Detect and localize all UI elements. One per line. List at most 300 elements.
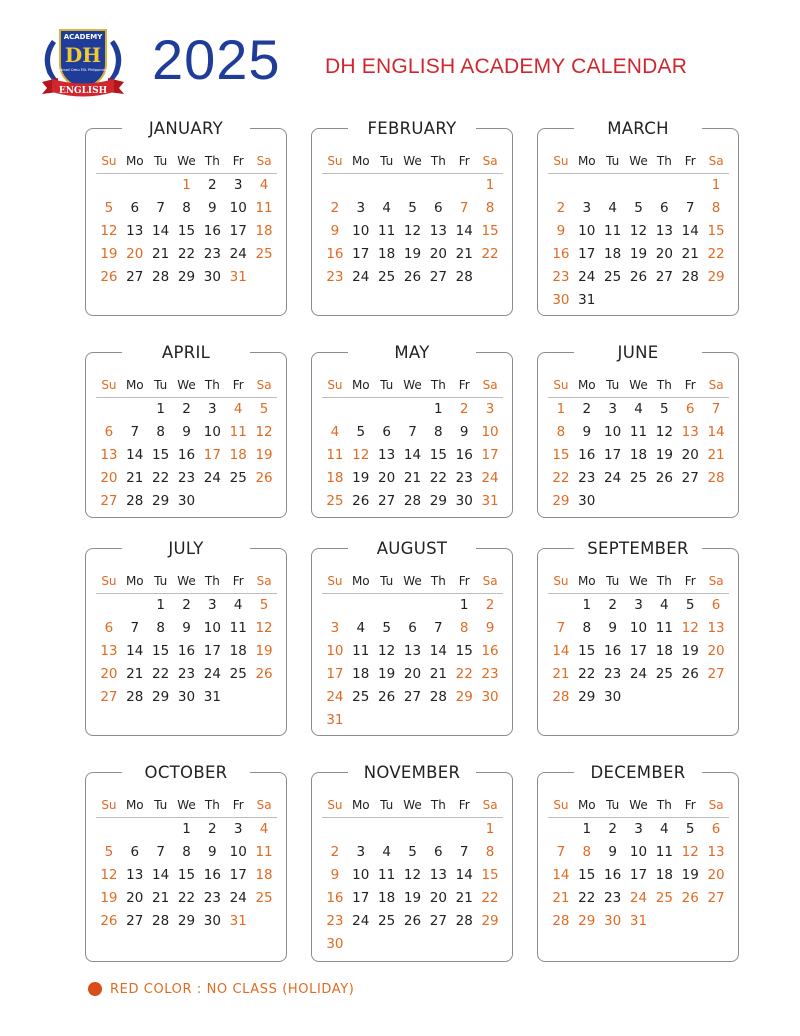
- weekday-label: Tu: [380, 574, 394, 588]
- month-name: OCTOBER: [122, 760, 250, 786]
- day-cell: 9: [330, 223, 340, 239]
- day-cell: 23: [552, 269, 570, 285]
- day-cell: 21: [707, 447, 725, 463]
- day-cell: 14: [429, 643, 447, 659]
- weekday-label: Su: [553, 798, 569, 812]
- day-cell: 14: [152, 223, 170, 239]
- day-cell: 8: [485, 200, 495, 216]
- day-cell: 29: [578, 913, 596, 929]
- weekday-label: We: [177, 154, 196, 168]
- day-cell: 11: [378, 223, 396, 239]
- weekday-label: We: [177, 798, 196, 812]
- weekday-label: Sa: [708, 378, 724, 392]
- day-cell: 6: [130, 200, 140, 216]
- weekday-label: Tu: [380, 154, 394, 168]
- empty-cell: [148, 174, 174, 197]
- day-cell: 25: [655, 890, 673, 906]
- day-cell: 25: [378, 269, 396, 285]
- day-cell: 8: [182, 200, 191, 216]
- day-cell: 6: [408, 620, 417, 636]
- day-cell: 26: [378, 689, 396, 705]
- day-cell: 12: [100, 867, 118, 883]
- day-cell: 24: [481, 470, 499, 486]
- day-cell: 9: [582, 424, 592, 440]
- day-cell: 29: [177, 913, 196, 929]
- weekday-label: Th: [204, 574, 220, 588]
- empty-cell: [348, 174, 374, 197]
- day-cell: 3: [356, 844, 366, 860]
- day-cell: 12: [403, 223, 422, 239]
- day-cell: 22: [152, 666, 170, 682]
- weekday-header: [548, 151, 729, 174]
- day-grid: [548, 594, 729, 709]
- empty-cell: [374, 818, 400, 841]
- weekday-label: Th: [430, 378, 446, 392]
- svg-text:ENGLISH: ENGLISH: [58, 86, 108, 96]
- day-cell: 30: [604, 689, 622, 705]
- day-cell: 11: [229, 620, 247, 636]
- day-cell: 22: [481, 246, 499, 262]
- day-cell: 19: [655, 447, 673, 463]
- weekday-header: [548, 571, 729, 594]
- day-cell: 6: [711, 821, 721, 837]
- day-cell: 27: [403, 689, 422, 705]
- day-cell: 22: [455, 666, 473, 682]
- academy-logo: [38, 22, 128, 102]
- weekday-label: Tu: [606, 378, 620, 392]
- day-cell: 26: [403, 913, 422, 929]
- day-cell: 10: [326, 643, 344, 659]
- day-cell: 18: [255, 867, 273, 883]
- day-cell: 19: [403, 246, 422, 262]
- day-cell: 5: [259, 401, 269, 417]
- weekday-label: Fr: [458, 378, 470, 392]
- month-may: [311, 343, 513, 518]
- day-cell: 13: [429, 223, 447, 239]
- day-cell: 8: [711, 200, 721, 216]
- day-cell: 20: [429, 246, 447, 262]
- day-cell: 5: [382, 620, 391, 636]
- day-cell: 6: [434, 200, 443, 216]
- day-cell: 1: [434, 401, 443, 417]
- day-cell: 8: [582, 844, 592, 860]
- day-cell: 7: [156, 844, 165, 860]
- day-cell: 14: [455, 867, 473, 883]
- day-cell: 30: [578, 493, 596, 509]
- day-cell: 18: [629, 447, 648, 463]
- day-cell: 8: [459, 620, 469, 636]
- empty-cell: [348, 818, 374, 841]
- day-cell: 5: [104, 844, 114, 860]
- day-cell: 5: [104, 200, 114, 216]
- day-cell: 14: [552, 643, 570, 659]
- day-cell: 7: [434, 620, 443, 636]
- day-cell: 27: [707, 890, 725, 906]
- day-cell: 7: [408, 424, 417, 440]
- day-cell: 21: [126, 470, 144, 486]
- calendar-title: DH ENGLISH ACADEMY CALENDAR: [325, 55, 688, 78]
- weekday-label: Mo: [577, 378, 596, 392]
- month-name: DECEMBER: [574, 760, 702, 786]
- day-cell: 26: [255, 470, 273, 486]
- day-cell: 18: [229, 447, 247, 463]
- day-cell: 29: [152, 493, 170, 509]
- day-cell: 20: [429, 890, 447, 906]
- day-cell: 20: [100, 470, 118, 486]
- weekday-label: Th: [430, 798, 446, 812]
- day-cell: 31: [326, 712, 344, 728]
- day-cell: 17: [203, 643, 221, 659]
- weekday-label: Tu: [606, 574, 620, 588]
- day-cell: 2: [459, 401, 469, 417]
- day-cell: 8: [556, 424, 566, 440]
- day-cell: 17: [229, 223, 247, 239]
- day-cell: 15: [152, 447, 170, 463]
- day-cell: 1: [182, 177, 191, 193]
- day-cell: 31: [229, 269, 247, 285]
- empty-cell: [400, 398, 426, 421]
- day-cell: 28: [455, 269, 473, 285]
- empty-cell: [96, 818, 122, 841]
- day-cell: 17: [604, 447, 622, 463]
- day-cell: 18: [255, 223, 273, 239]
- day-cell: 17: [203, 447, 221, 463]
- day-cell: 17: [629, 643, 648, 659]
- day-cell: 12: [255, 620, 273, 636]
- day-cell: 16: [552, 246, 570, 262]
- day-grid: [96, 594, 277, 709]
- day-cell: 23: [578, 470, 596, 486]
- month-name: NOVEMBER: [348, 760, 476, 786]
- day-cell: 26: [352, 493, 370, 509]
- weekday-label: Th: [656, 574, 672, 588]
- day-grid: [322, 818, 503, 956]
- month-name: SEPTEMBER: [574, 536, 702, 562]
- day-cell: 11: [352, 643, 370, 659]
- day-cell: 13: [707, 620, 725, 636]
- day-cell: 29: [429, 493, 447, 509]
- holiday-color-dot: [88, 982, 102, 996]
- day-cell: 22: [578, 666, 596, 682]
- weekday-label: Mo: [351, 378, 370, 392]
- day-cell: 20: [378, 470, 396, 486]
- day-cell: 12: [352, 447, 370, 463]
- weekday-label: Su: [327, 154, 343, 168]
- day-cell: 1: [485, 177, 495, 193]
- day-cell: 23: [326, 269, 344, 285]
- day-cell: 2: [330, 200, 340, 216]
- weekday-label: Su: [101, 574, 117, 588]
- empty-cell: [322, 174, 348, 197]
- day-cell: 4: [608, 200, 617, 216]
- day-cell: 22: [177, 246, 196, 262]
- day-grid: [96, 818, 277, 933]
- day-cell: 16: [177, 447, 196, 463]
- day-cell: 9: [208, 844, 217, 860]
- weekday-label: Tu: [154, 798, 168, 812]
- weekday-label: Tu: [380, 378, 394, 392]
- day-cell: 9: [208, 200, 217, 216]
- weekday-label: Sa: [708, 798, 724, 812]
- weekday-label: We: [629, 798, 648, 812]
- weekday-label: We: [403, 378, 422, 392]
- empty-cell: [374, 398, 400, 421]
- day-cell: 12: [100, 223, 118, 239]
- day-cell: 29: [177, 269, 196, 285]
- day-cell: 23: [177, 470, 196, 486]
- day-cell: 6: [104, 424, 114, 440]
- weekday-label: Su: [553, 574, 569, 588]
- day-cell: 25: [655, 666, 673, 682]
- weekday-label: Fr: [458, 154, 470, 168]
- day-cell: 6: [711, 597, 721, 613]
- day-cell: 11: [229, 424, 247, 440]
- day-cell: 1: [582, 821, 592, 837]
- day-cell: 10: [629, 620, 648, 636]
- day-grid: [322, 174, 503, 289]
- day-cell: 28: [152, 269, 170, 285]
- day-cell: 31: [203, 689, 221, 705]
- month-name: APRIL: [122, 340, 250, 366]
- day-cell: 30: [177, 493, 196, 509]
- svg-text:DH: DH: [64, 43, 102, 67]
- day-cell: 5: [660, 401, 669, 417]
- day-cell: 9: [182, 620, 191, 636]
- weekday-label: Su: [327, 378, 343, 392]
- weekday-label: Mo: [577, 154, 596, 168]
- weekday-label: Fr: [232, 154, 244, 168]
- day-cell: 15: [481, 867, 499, 883]
- day-cell: 21: [455, 246, 473, 262]
- empty-cell: [548, 594, 574, 617]
- weekday-header: [96, 571, 277, 594]
- day-cell: 4: [634, 401, 643, 417]
- day-cell: 19: [403, 890, 422, 906]
- day-cell: 13: [655, 223, 673, 239]
- day-cell: 8: [182, 844, 191, 860]
- empty-cell: [548, 174, 574, 197]
- weekday-label: Mo: [125, 378, 144, 392]
- day-cell: 15: [429, 447, 447, 463]
- day-cell: 18: [229, 643, 247, 659]
- weekday-label: We: [403, 574, 422, 588]
- day-cell: 6: [130, 844, 140, 860]
- weekday-label: Tu: [606, 154, 620, 168]
- empty-cell: [122, 174, 148, 197]
- legend-text: RED COLOR : NO CLASS (HOLIDAY): [110, 981, 355, 997]
- day-cell: 7: [156, 200, 165, 216]
- day-cell: 5: [259, 597, 269, 613]
- day-cell: 27: [126, 269, 144, 285]
- day-cell: 13: [126, 867, 144, 883]
- day-cell: 11: [604, 223, 622, 239]
- empty-cell: [374, 174, 400, 197]
- calendar-year: 2025: [152, 28, 281, 91]
- weekday-label: Th: [204, 154, 220, 168]
- month-march: [537, 119, 739, 316]
- day-cell: 23: [604, 666, 622, 682]
- day-cell: 26: [681, 890, 699, 906]
- day-cell: 21: [429, 666, 447, 682]
- day-cell: 17: [352, 246, 370, 262]
- day-cell: 27: [100, 493, 118, 509]
- weekday-label: We: [177, 378, 196, 392]
- day-cell: 26: [255, 666, 273, 682]
- day-cell: 20: [100, 666, 118, 682]
- day-cell: 20: [707, 643, 725, 659]
- month-april: [85, 343, 287, 518]
- day-cell: 11: [326, 447, 344, 463]
- day-cell: 17: [629, 867, 648, 883]
- day-cell: 17: [352, 890, 370, 906]
- day-cell: 13: [100, 643, 118, 659]
- day-cell: 16: [326, 246, 344, 262]
- day-cell: 26: [100, 269, 118, 285]
- day-grid: [548, 398, 729, 513]
- day-cell: 19: [100, 246, 118, 262]
- weekday-label: Mo: [577, 574, 596, 588]
- day-cell: 1: [182, 821, 191, 837]
- month-name: JANUARY: [122, 116, 250, 142]
- day-cell: 30: [203, 269, 221, 285]
- weekday-label: Sa: [708, 154, 724, 168]
- day-cell: 12: [681, 844, 699, 860]
- day-cell: 17: [578, 246, 596, 262]
- day-cell: 2: [556, 200, 566, 216]
- day-cell: 3: [208, 597, 217, 613]
- day-cell: 12: [255, 424, 273, 440]
- day-cell: 12: [629, 223, 648, 239]
- day-cell: 8: [434, 424, 443, 440]
- day-cell: 18: [655, 867, 673, 883]
- day-cell: 3: [330, 620, 340, 636]
- day-grid: [322, 594, 503, 732]
- day-cell: 5: [685, 821, 695, 837]
- day-cell: 22: [552, 470, 570, 486]
- day-cell: 25: [255, 890, 273, 906]
- day-cell: 22: [177, 890, 196, 906]
- weekday-label: Mo: [125, 798, 144, 812]
- day-cell: 3: [208, 401, 217, 417]
- day-cell: 21: [126, 666, 144, 682]
- day-cell: 11: [629, 424, 648, 440]
- day-cell: 25: [229, 470, 247, 486]
- day-cell: 31: [578, 292, 596, 308]
- empty-cell: [374, 594, 400, 617]
- empty-cell: [322, 594, 348, 617]
- day-cell: 23: [455, 470, 473, 486]
- weekday-label: Tu: [154, 378, 168, 392]
- day-cell: 19: [352, 470, 370, 486]
- weekday-label: Tu: [154, 154, 168, 168]
- month-october: [85, 763, 287, 962]
- day-cell: 14: [681, 223, 699, 239]
- day-cell: 11: [378, 867, 396, 883]
- day-cell: 19: [255, 643, 273, 659]
- month-name: FEBRUARY: [348, 116, 476, 142]
- day-cell: 10: [203, 620, 221, 636]
- day-cell: 7: [556, 620, 566, 636]
- empty-cell: [574, 174, 600, 197]
- weekday-label: Su: [101, 798, 117, 812]
- weekday-label: Sa: [482, 574, 498, 588]
- day-cell: 14: [707, 424, 725, 440]
- day-cell: 2: [608, 821, 617, 837]
- day-cell: 18: [378, 890, 396, 906]
- day-cell: 23: [604, 890, 622, 906]
- svg-text:Ismail Cebu ESL Philippines: Ismail Cebu ESL Philippines: [59, 68, 107, 72]
- month-name: AUGUST: [348, 536, 476, 562]
- day-cell: 17: [326, 666, 344, 682]
- empty-cell: [400, 594, 426, 617]
- day-cell: 7: [685, 200, 695, 216]
- day-cell: 9: [608, 620, 617, 636]
- day-grid: [96, 398, 277, 513]
- day-cell: 7: [459, 844, 469, 860]
- svg-text:ACADEMY: ACADEMY: [63, 33, 103, 41]
- empty-cell: [548, 818, 574, 841]
- day-cell: 2: [208, 821, 217, 837]
- day-cell: 19: [100, 890, 118, 906]
- day-cell: 25: [229, 666, 247, 682]
- day-cell: 4: [330, 424, 340, 440]
- day-cell: 22: [429, 470, 447, 486]
- day-cell: 3: [634, 821, 643, 837]
- day-cell: 10: [203, 424, 221, 440]
- day-cell: 13: [681, 424, 699, 440]
- day-cell: 4: [233, 401, 243, 417]
- empty-cell: [348, 398, 374, 421]
- day-cell: 12: [681, 620, 699, 636]
- weekday-label: Fr: [684, 154, 696, 168]
- empty-cell: [425, 174, 451, 197]
- day-cell: 13: [378, 447, 396, 463]
- day-cell: 28: [429, 689, 447, 705]
- day-cell: 9: [485, 620, 495, 636]
- day-cell: 13: [707, 844, 725, 860]
- day-cell: 30: [326, 936, 344, 952]
- weekday-label: Fr: [458, 574, 470, 588]
- day-cell: 18: [378, 246, 396, 262]
- day-cell: 11: [655, 844, 673, 860]
- day-cell: 24: [578, 269, 596, 285]
- empty-cell: [626, 174, 652, 197]
- day-cell: 16: [203, 223, 221, 239]
- day-cell: 16: [177, 643, 196, 659]
- day-cell: 21: [152, 890, 170, 906]
- day-cell: 6: [660, 200, 669, 216]
- day-cell: 26: [681, 666, 699, 682]
- day-cell: 30: [177, 689, 196, 705]
- day-cell: 22: [707, 246, 725, 262]
- day-cell: 26: [100, 913, 118, 929]
- day-grid: [322, 398, 503, 513]
- day-cell: 26: [629, 269, 648, 285]
- day-cell: 27: [378, 493, 396, 509]
- day-cell: 17: [481, 447, 499, 463]
- month-january: [85, 119, 287, 316]
- day-cell: 12: [378, 643, 396, 659]
- weekday-label: Fr: [232, 378, 244, 392]
- day-cell: 4: [233, 597, 243, 613]
- day-cell: 13: [429, 867, 447, 883]
- day-cell: 23: [481, 666, 499, 682]
- day-cell: 24: [229, 890, 247, 906]
- empty-cell: [677, 174, 703, 197]
- weekday-label: Mo: [125, 574, 144, 588]
- day-cell: 14: [126, 643, 144, 659]
- empty-cell: [400, 818, 426, 841]
